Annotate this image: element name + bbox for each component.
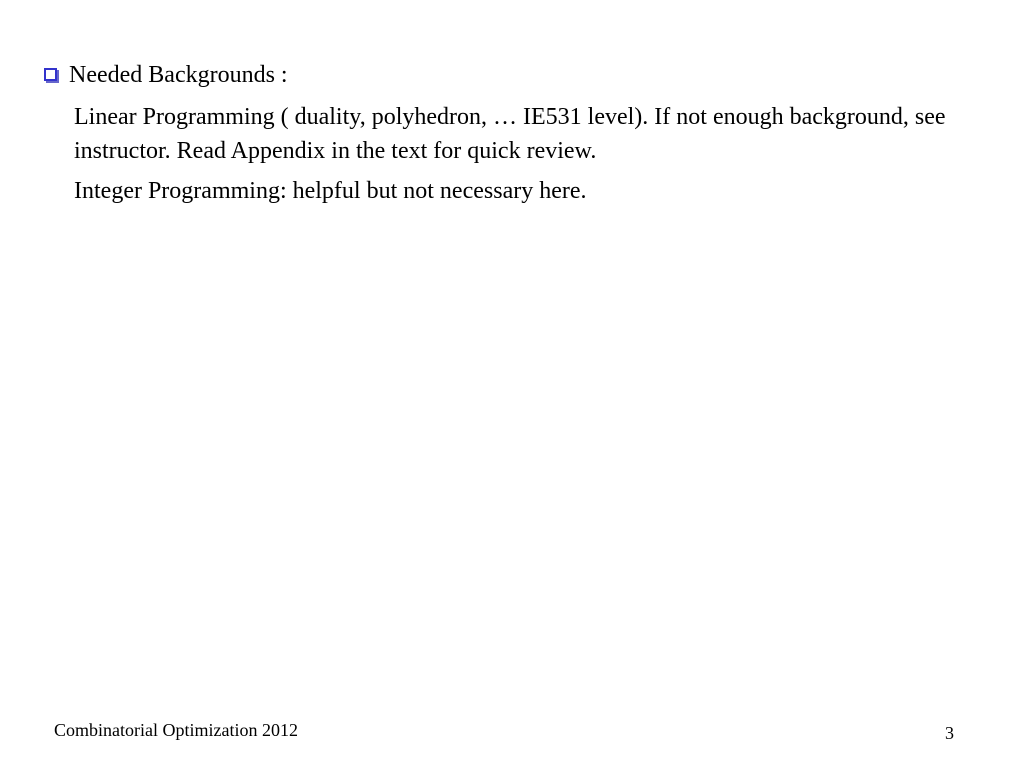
footer-page-number: 3	[945, 723, 954, 743]
bullet-heading: Needed Backgrounds :	[69, 62, 288, 88]
paragraph-integer-programming: Integer Programming: helpful but not necessary here.	[74, 178, 587, 204]
footer-course-title: Combinatorial Optimization 2012	[54, 720, 298, 740]
bullet-item	[44, 60, 288, 90]
square-bullet-icon	[44, 68, 57, 81]
bullet-body	[74, 100, 954, 214]
paragraph-linear-programming: Linear Programming ( duality, polyhedron, … IE531 level). If not enough background, see instructor. Read Appendix in the text for quick review.	[74, 104, 946, 164]
